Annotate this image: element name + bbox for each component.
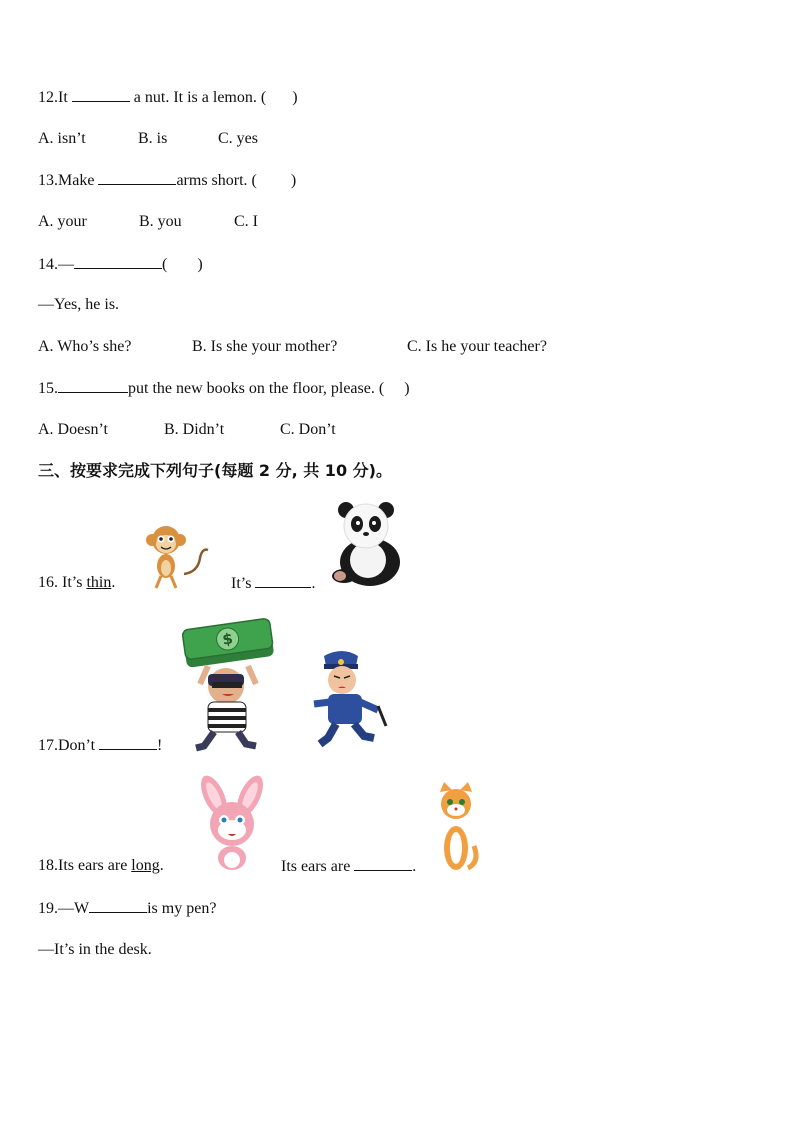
- option-b[interactable]: B. Is she your mother?: [192, 338, 338, 355]
- option-b[interactable]: B. you: [139, 213, 182, 230]
- answer-blank[interactable]: [58, 378, 128, 393]
- period: .: [159, 857, 164, 874]
- option-a[interactable]: A. your: [38, 213, 87, 230]
- answer-blank[interactable]: [72, 87, 130, 102]
- answer-blank[interactable]: [255, 573, 311, 588]
- rabbit-image: [190, 772, 274, 872]
- answer-blank[interactable]: [98, 170, 176, 185]
- option-c[interactable]: C. Don’t: [280, 421, 336, 438]
- question-13-stem-end: arms short. (: [176, 172, 257, 189]
- question-14-reply: —Yes, he is.: [38, 296, 120, 313]
- paren-close: ): [197, 256, 203, 273]
- question-16: [38, 573, 115, 593]
- option-a[interactable]: A. Who’s she?: [38, 338, 132, 355]
- question-16-stem: 16. It’s: [38, 574, 87, 591]
- question-15-stem-end: put the new books on the floor, please. (: [128, 380, 385, 397]
- answer-blank[interactable]: [74, 254, 162, 269]
- question-14-options: [38, 337, 547, 357]
- option-c[interactable]: C. yes: [218, 130, 258, 147]
- panda-image: [328, 496, 408, 588]
- paren-open: (: [162, 256, 168, 273]
- question-17-stem: 17.Don’t: [38, 737, 100, 754]
- paren-close: ): [292, 89, 298, 106]
- option-b[interactable]: B. is: [138, 130, 168, 147]
- monkey-image: [136, 522, 212, 590]
- svg-text:$: $: [221, 629, 235, 649]
- question-14-stem: 14.—: [38, 256, 74, 273]
- question-15: [38, 378, 410, 399]
- question-13-options: [38, 212, 258, 232]
- option-a[interactable]: A. isn’t: [38, 130, 86, 147]
- period: .: [311, 575, 316, 592]
- question-19-reply: —It’s in the desk.: [38, 941, 152, 958]
- question-16-answer-line: [231, 573, 315, 594]
- question-13-stem: 13.Make: [38, 172, 99, 189]
- underlined-word: long: [131, 857, 160, 874]
- question-12-options: [38, 129, 258, 149]
- question-16-prompt: It’s: [231, 575, 256, 592]
- question-18-prompt: Its ears are: [281, 858, 355, 875]
- paren-close: ): [404, 380, 410, 397]
- answer-blank[interactable]: [99, 735, 157, 750]
- question-18: [38, 856, 164, 876]
- section-heading: 三、按要求完成下列句子(每题 2 分, 共 10 分)。: [38, 461, 392, 480]
- question-13: [38, 170, 296, 191]
- period: .: [412, 858, 417, 875]
- question-12: [38, 87, 298, 108]
- question-15-stem: 15.: [38, 380, 58, 397]
- question-17: [38, 735, 162, 756]
- exclamation: !: [157, 737, 163, 754]
- question-15-options: [38, 420, 336, 440]
- question-19-stem-end: is my pen?: [147, 900, 217, 917]
- question-12-stem-end: a nut. It is a lemon. (: [129, 89, 267, 106]
- cat-image: [432, 782, 480, 876]
- police-officer-image: [312, 648, 392, 752]
- thief-with-money-image: [178, 614, 278, 752]
- question-18-answer-line: [281, 856, 416, 877]
- question-19-stem: 19.—W: [38, 900, 90, 917]
- period: .: [111, 574, 116, 591]
- option-c[interactable]: C. I: [234, 213, 258, 230]
- question-18-stem: 18.Its ears are: [38, 857, 132, 874]
- underlined-word: thin: [86, 574, 112, 591]
- question-19: [38, 898, 216, 919]
- option-b[interactable]: B. Didn’t: [164, 421, 225, 438]
- question-14: [38, 254, 203, 275]
- option-a[interactable]: A. Doesn’t: [38, 421, 108, 438]
- answer-blank[interactable]: [89, 898, 147, 913]
- answer-blank[interactable]: [354, 856, 412, 871]
- question-12-stem: 12.It: [38, 89, 72, 106]
- paren-close: ): [290, 172, 297, 189]
- option-c[interactable]: C. Is he your teacher?: [407, 338, 547, 355]
